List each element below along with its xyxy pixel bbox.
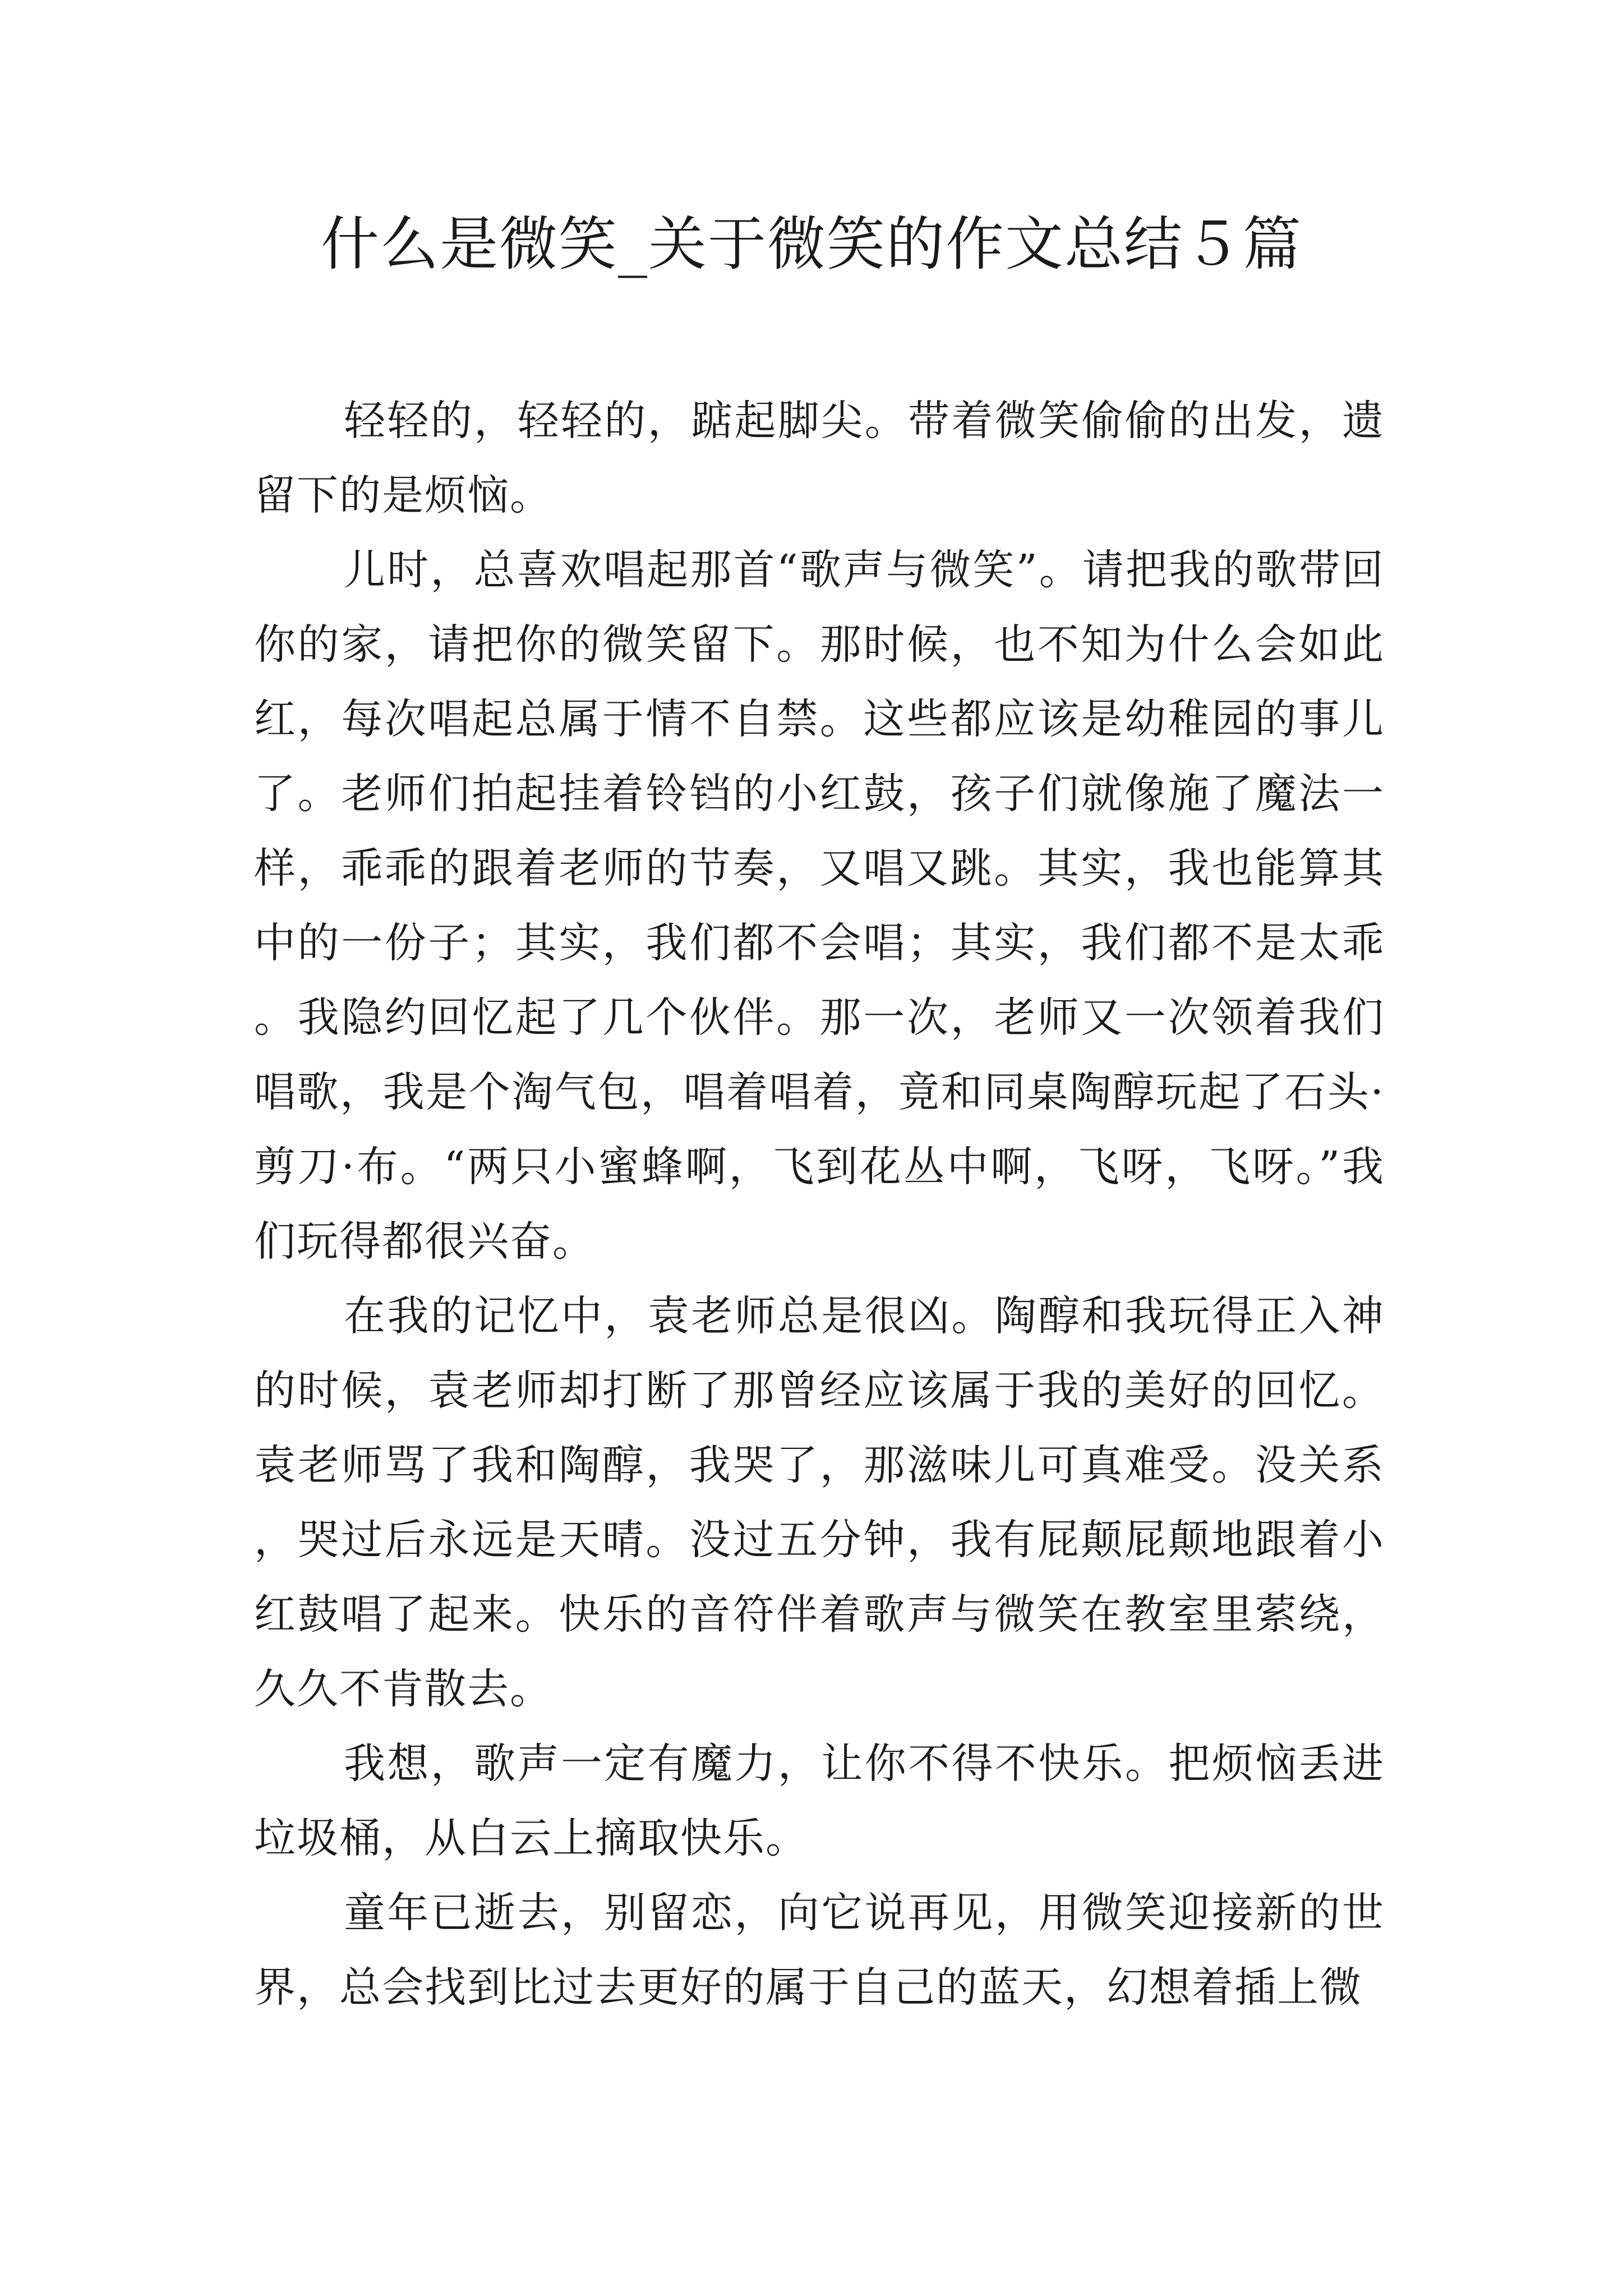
paragraph-5: 童年已逝去，别留恋，向它说再见，用微笑迎接新的世界，总会找到比过去更好的属于自己的蓝天，幻想着插上微 — [254, 1889, 1385, 2012]
paragraph-2: 儿时，总喜欢唱起那首“歌声与微笑”。请把我的歌带回你的家，请把你的微笑留下。那时候，也不知为什么会如此红，每次唱起总属于情不自禁。这些都应该是幼稚园的事儿了。老师们拍起挂着铃铛的小红鼓，孩子们就像施了魔法一样，乖乖的跟着老师的节奏，又唱又跳。其实，我也能算其中的一份子；其实，我们都不会唱；其实，我们都不是太乖。我隐约回忆起了几个伙伴。那一次，老师又一次领着我们唱歌，我是个淘气包，唱着唱着，竟和同桌陶醇玩起了石头·剪刀·布。“两只小蜜蜂啊，飞到花丛中啊，飞呀，飞呀。”我们玩得都很兴奋。 — [254, 546, 1385, 1266]
document-body — [254, 384, 1385, 2025]
document-title: 什么是微笑_关于微笑的作文总结５篇 — [320, 210, 1302, 278]
paragraph-3: 在我的记忆中，袁老师总是很凶。陶醇和我玩得正入神的时候，袁老师却打断了那曾经应该属于我的美好的回忆。袁老师骂了我和陶醇，我哭了，那滋味儿可真难受。没关系，哭过后永远是天晴。没过五分钟，我有屁颠屁颠地跟着小红鼓唱了起来。快乐的音符伴着歌声与微笑在教室里萦绕，久久不肯散去。 — [254, 1292, 1385, 1713]
paragraph-1: 轻轻的，轻轻的，踮起脚尖。带着微笑偷偷的出发，遗留下的是烦恼。 — [254, 397, 1385, 519]
paragraph-4: 我想，歌声一定有魔力，让你不得不快乐。把烦恼丢进垃圾桶，从白云上摘取快乐。 — [254, 1740, 1385, 1862]
